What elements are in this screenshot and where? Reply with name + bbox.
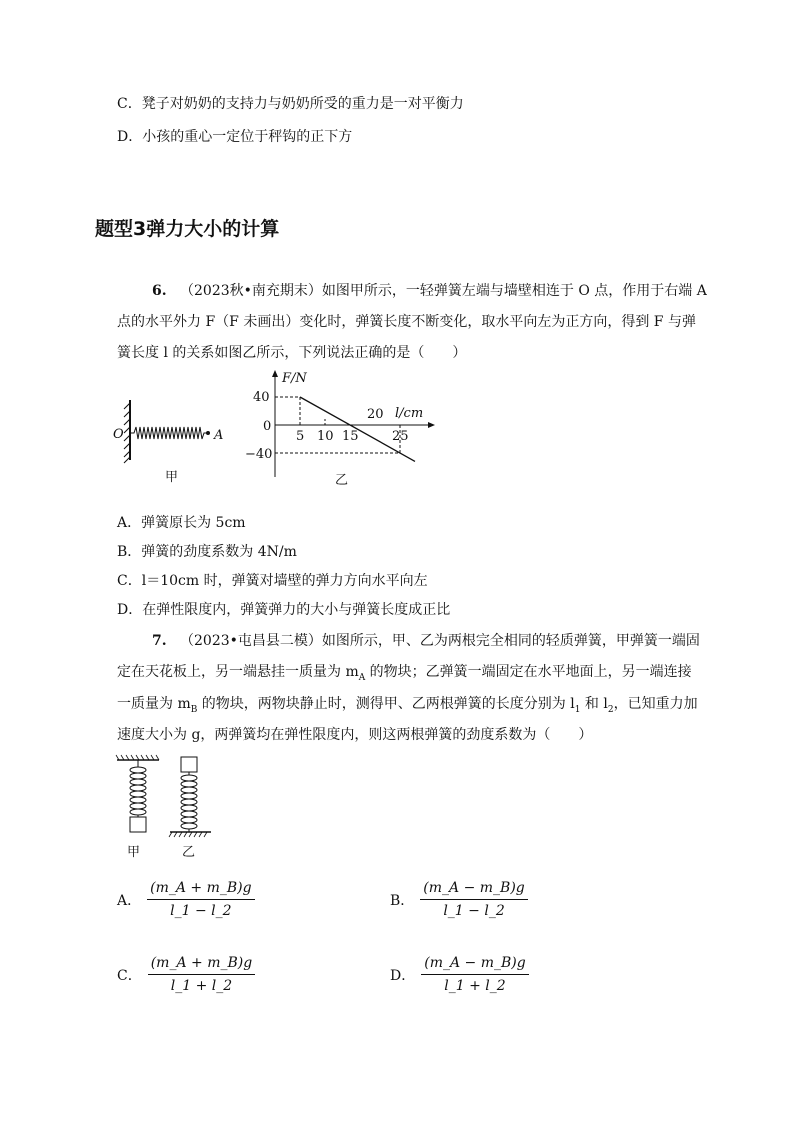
caption-yi: 乙 [335, 473, 349, 488]
section-title: 题型3弹力大小的计算 [95, 218, 280, 240]
q6-option-d: D．在弹性限度内，弹簧弹力的大小与弹簧长度成正比 [117, 602, 451, 618]
q7-option-b-num: (m_A − m_B)g [420, 880, 527, 900]
q7-option-d: D． $\frac{(m\_A - m\_B)g}{l\_1 + l\_2}$ [390, 955, 529, 994]
q6-option-a: A．弹簧原长为 5cm [117, 515, 246, 531]
q7-line2: 定在天花板上，另一端悬挂一质量为 $m_A$ 的物块；乙弹簧一端固定在水平地面上，另一端连接 [117, 664, 692, 683]
q7-option-c-den: l_1 + l_2 [170, 978, 233, 994]
x-tick-10: 10 [317, 429, 334, 444]
q7-option-c-num: (m_A + m_B)g [148, 955, 255, 975]
xlabel: l/cm [395, 406, 424, 421]
q6-number: 6. [152, 283, 167, 299]
q7-option-a: A． $\frac{(m\_A + m\_B)g}{l\_1 - l\_2}$ [117, 880, 255, 919]
caption-jia-7: 甲 [127, 845, 141, 860]
y-tick-40: 40 [253, 390, 270, 405]
q6-option-b: B．弹簧的劲度系数为 4N/m [117, 544, 297, 560]
ylabel: F/N [282, 371, 307, 386]
label-a: A [214, 428, 224, 443]
q7-option-a-den: l_1 − l_2 [170, 903, 232, 919]
q6-line1: （2023秋•南充期末）如图甲所示，一轻弹簧左端与墙壁相连于 O 点，作用于右端 A [180, 283, 707, 299]
caption-jia: 甲 [165, 470, 179, 485]
option-c-prev: C．凳子对奶奶的支持力与奶奶所受的重力是一对平衡力 [117, 96, 464, 112]
q7-option-d-num: (m_A − m_B)g [421, 955, 528, 975]
y-tick-0: 0 [263, 419, 272, 434]
q6-option-c: C．l＝10cm 时，弹簧对墙壁的弹力方向水平向左 [117, 573, 428, 589]
x-tick-20: 20 [367, 407, 384, 422]
q7-line3: 一质量为 $m_B$ 的物块，两物块静止时，测得甲、乙两根弹簧的长度分别为 $l_1$ 和 $l_2$，已知重力加 [117, 696, 698, 715]
q7-option-c: C． $\frac{(m\_A + m\_B)g}{l\_1 + l\_2}$ [117, 955, 255, 994]
y-tick-neg40: −40 [245, 447, 273, 462]
figure-jia-spring [110, 395, 230, 490]
label-o: O [113, 427, 124, 442]
q7-option-d-den: l_1 + l_2 [444, 978, 506, 994]
figure-yi-chart [245, 365, 445, 490]
q7-option-b-den: l_1 − l_2 [443, 903, 505, 919]
y-axis-arrow [272, 370, 278, 377]
q7-option-a-num: (m_A + m_B)g [147, 880, 254, 900]
x-tick-25: 25 [392, 429, 409, 444]
q7-option-b: B． $\frac{(m\_A - m\_B)g}{l\_1 - l\_2}$ [390, 880, 528, 919]
caption-yi-7: 乙 [182, 845, 196, 860]
q7-line1: （2023•屯昌县二模）如图所示，甲、乙为两根完全相同的轻质弹簧，甲弹簧一端固 [180, 633, 700, 649]
q7-line4: 速度大小为 g，两弹簧均在弹性限度内，则这两根弹簧的劲度系数为（ ） [117, 727, 593, 743]
x-axis-arrow [428, 422, 435, 428]
option-d-prev: D．小孩的重心一定位于秤钩的正下方 [117, 129, 353, 145]
figure-two-springs [115, 755, 235, 865]
q6-line3: 簧长度 l 的关系如图乙所示，下列说法正确的是（ ） [117, 345, 467, 361]
x-tick-15: 15 [342, 429, 359, 444]
q6-line2: 点的水平外力 F（F 未画出）变化时，弹簧长度不断变化，取水平向左为正方向，得到 F 与弹 [117, 314, 696, 330]
q7-number: 7. [152, 633, 167, 649]
x-tick-5: 5 [296, 429, 305, 444]
